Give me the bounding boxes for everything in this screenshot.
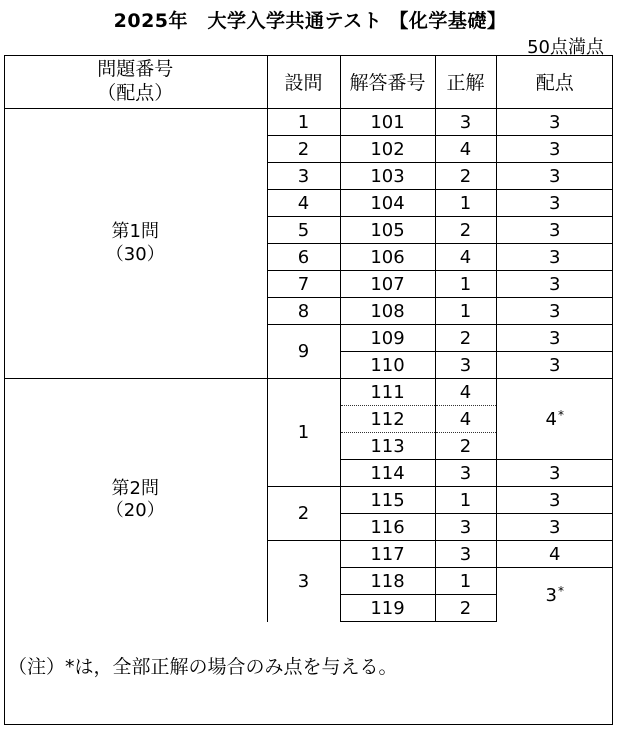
table-row [4, 379, 613, 406]
points-cell: 3 [496, 244, 613, 271]
header-points: 配点 [496, 55, 613, 109]
question-cell: 4 [267, 190, 340, 217]
answer-number-cell: 119 [340, 595, 435, 622]
header-row [4, 55, 613, 109]
header-correct: 正解 [435, 55, 496, 109]
question-cell: 3 [267, 163, 340, 190]
total-points: 50点満点 [527, 37, 604, 58]
answer-number-cell: 106 [340, 244, 435, 271]
points-cell: 3 [496, 109, 613, 136]
asterisk-mark: * [557, 408, 564, 422]
section-1-cell [4, 109, 267, 379]
question-cell: 2 [267, 136, 340, 163]
answer-table [4, 55, 613, 622]
question-cell: 2 [267, 487, 340, 541]
answer-number-cell: 108 [340, 298, 435, 325]
correct-answer-cell: 3 [435, 541, 496, 568]
section-points: （30） [105, 243, 165, 265]
correct-answer-cell: 4 [435, 136, 496, 163]
correct-answer-cell: 3 [435, 460, 496, 487]
header-answer-number: 解答番号 [340, 55, 435, 109]
correct-answer-cell: 4 [435, 379, 496, 406]
footnote: （注）*は，全部正解の場合のみ点を与える。 [8, 656, 398, 678]
correct-answer-cell: 2 [435, 325, 496, 352]
points-cell: 3 [496, 136, 613, 163]
section-label: 第1問 [111, 221, 159, 242]
points-cell: 4 [496, 541, 613, 568]
header-question: 設問 [267, 55, 340, 109]
correct-answer-cell: 4 [435, 406, 496, 433]
answer-number-cell: 109 [340, 325, 435, 352]
points-cell: 3 [496, 487, 613, 514]
question-cell: 3 [267, 541, 340, 622]
question-cell: 1 [267, 109, 340, 136]
answer-number-cell: 117 [340, 541, 435, 568]
correct-answer-cell: 1 [435, 190, 496, 217]
answer-number-cell: 113 [340, 433, 435, 460]
section-2-cell [4, 379, 267, 622]
points-cell: 3 [496, 298, 613, 325]
answer-number-cell: 101 [340, 109, 435, 136]
answer-number-cell: 114 [340, 460, 435, 487]
header-problem-number: 問題番号 （配点） [97, 57, 174, 104]
answer-number-cell: 105 [340, 217, 435, 244]
question-cell: 7 [267, 271, 340, 298]
correct-answer-cell: 2 [435, 163, 496, 190]
answer-number-cell: 110 [340, 352, 435, 379]
section-label: 第2問 [111, 477, 159, 499]
answer-number-cell: 104 [340, 190, 435, 217]
question-cell: 8 [267, 298, 340, 325]
answer-number-cell: 115 [340, 487, 435, 514]
section-points: （20） [105, 500, 165, 522]
points-cell: 3 [496, 271, 613, 298]
correct-answer-cell: 3 [435, 352, 496, 379]
points-cell: 3 [496, 190, 613, 217]
correct-answer-cell: 1 [435, 487, 496, 514]
correct-answer-cell: 1 [435, 568, 496, 595]
answer-number-cell: 112 [340, 406, 435, 433]
points-cell: 3 [496, 325, 613, 352]
correct-answer-cell: 2 [435, 433, 496, 460]
question-cell: 9 [267, 325, 340, 379]
asterisk-mark: * [557, 583, 564, 598]
points-cell: 3 [496, 352, 613, 379]
question-cell: 6 [267, 244, 340, 271]
correct-answer-cell: 2 [435, 595, 496, 622]
correct-answer-cell: 2 [435, 217, 496, 244]
points-cell: 3 [496, 460, 613, 487]
answer-number-cell: 118 [340, 568, 435, 595]
points-cell: 3 [496, 217, 613, 244]
correct-answer-cell: 1 [435, 298, 496, 325]
answer-number-cell: 103 [340, 163, 435, 190]
points-cell-grouped: 3* [496, 568, 613, 622]
points-cell: 3 [496, 514, 613, 541]
table-row [4, 109, 613, 136]
correct-answer-cell: 1 [435, 271, 496, 298]
correct-answer-cell: 3 [435, 109, 496, 136]
points-cell: 3 [496, 163, 613, 190]
answer-number-cell: 111 [340, 379, 435, 406]
points-cell-grouped: 4* [496, 379, 613, 460]
question-cell: 1 [267, 379, 340, 487]
page-title: 2025年 大学入学共通テスト 【化学基礎】 [113, 10, 507, 32]
correct-answer-cell: 4 [435, 244, 496, 271]
question-cell: 5 [267, 217, 340, 244]
answer-number-cell: 107 [340, 271, 435, 298]
answer-number-cell: 102 [340, 136, 435, 163]
correct-answer-cell: 3 [435, 514, 496, 541]
answer-number-cell: 116 [340, 514, 435, 541]
